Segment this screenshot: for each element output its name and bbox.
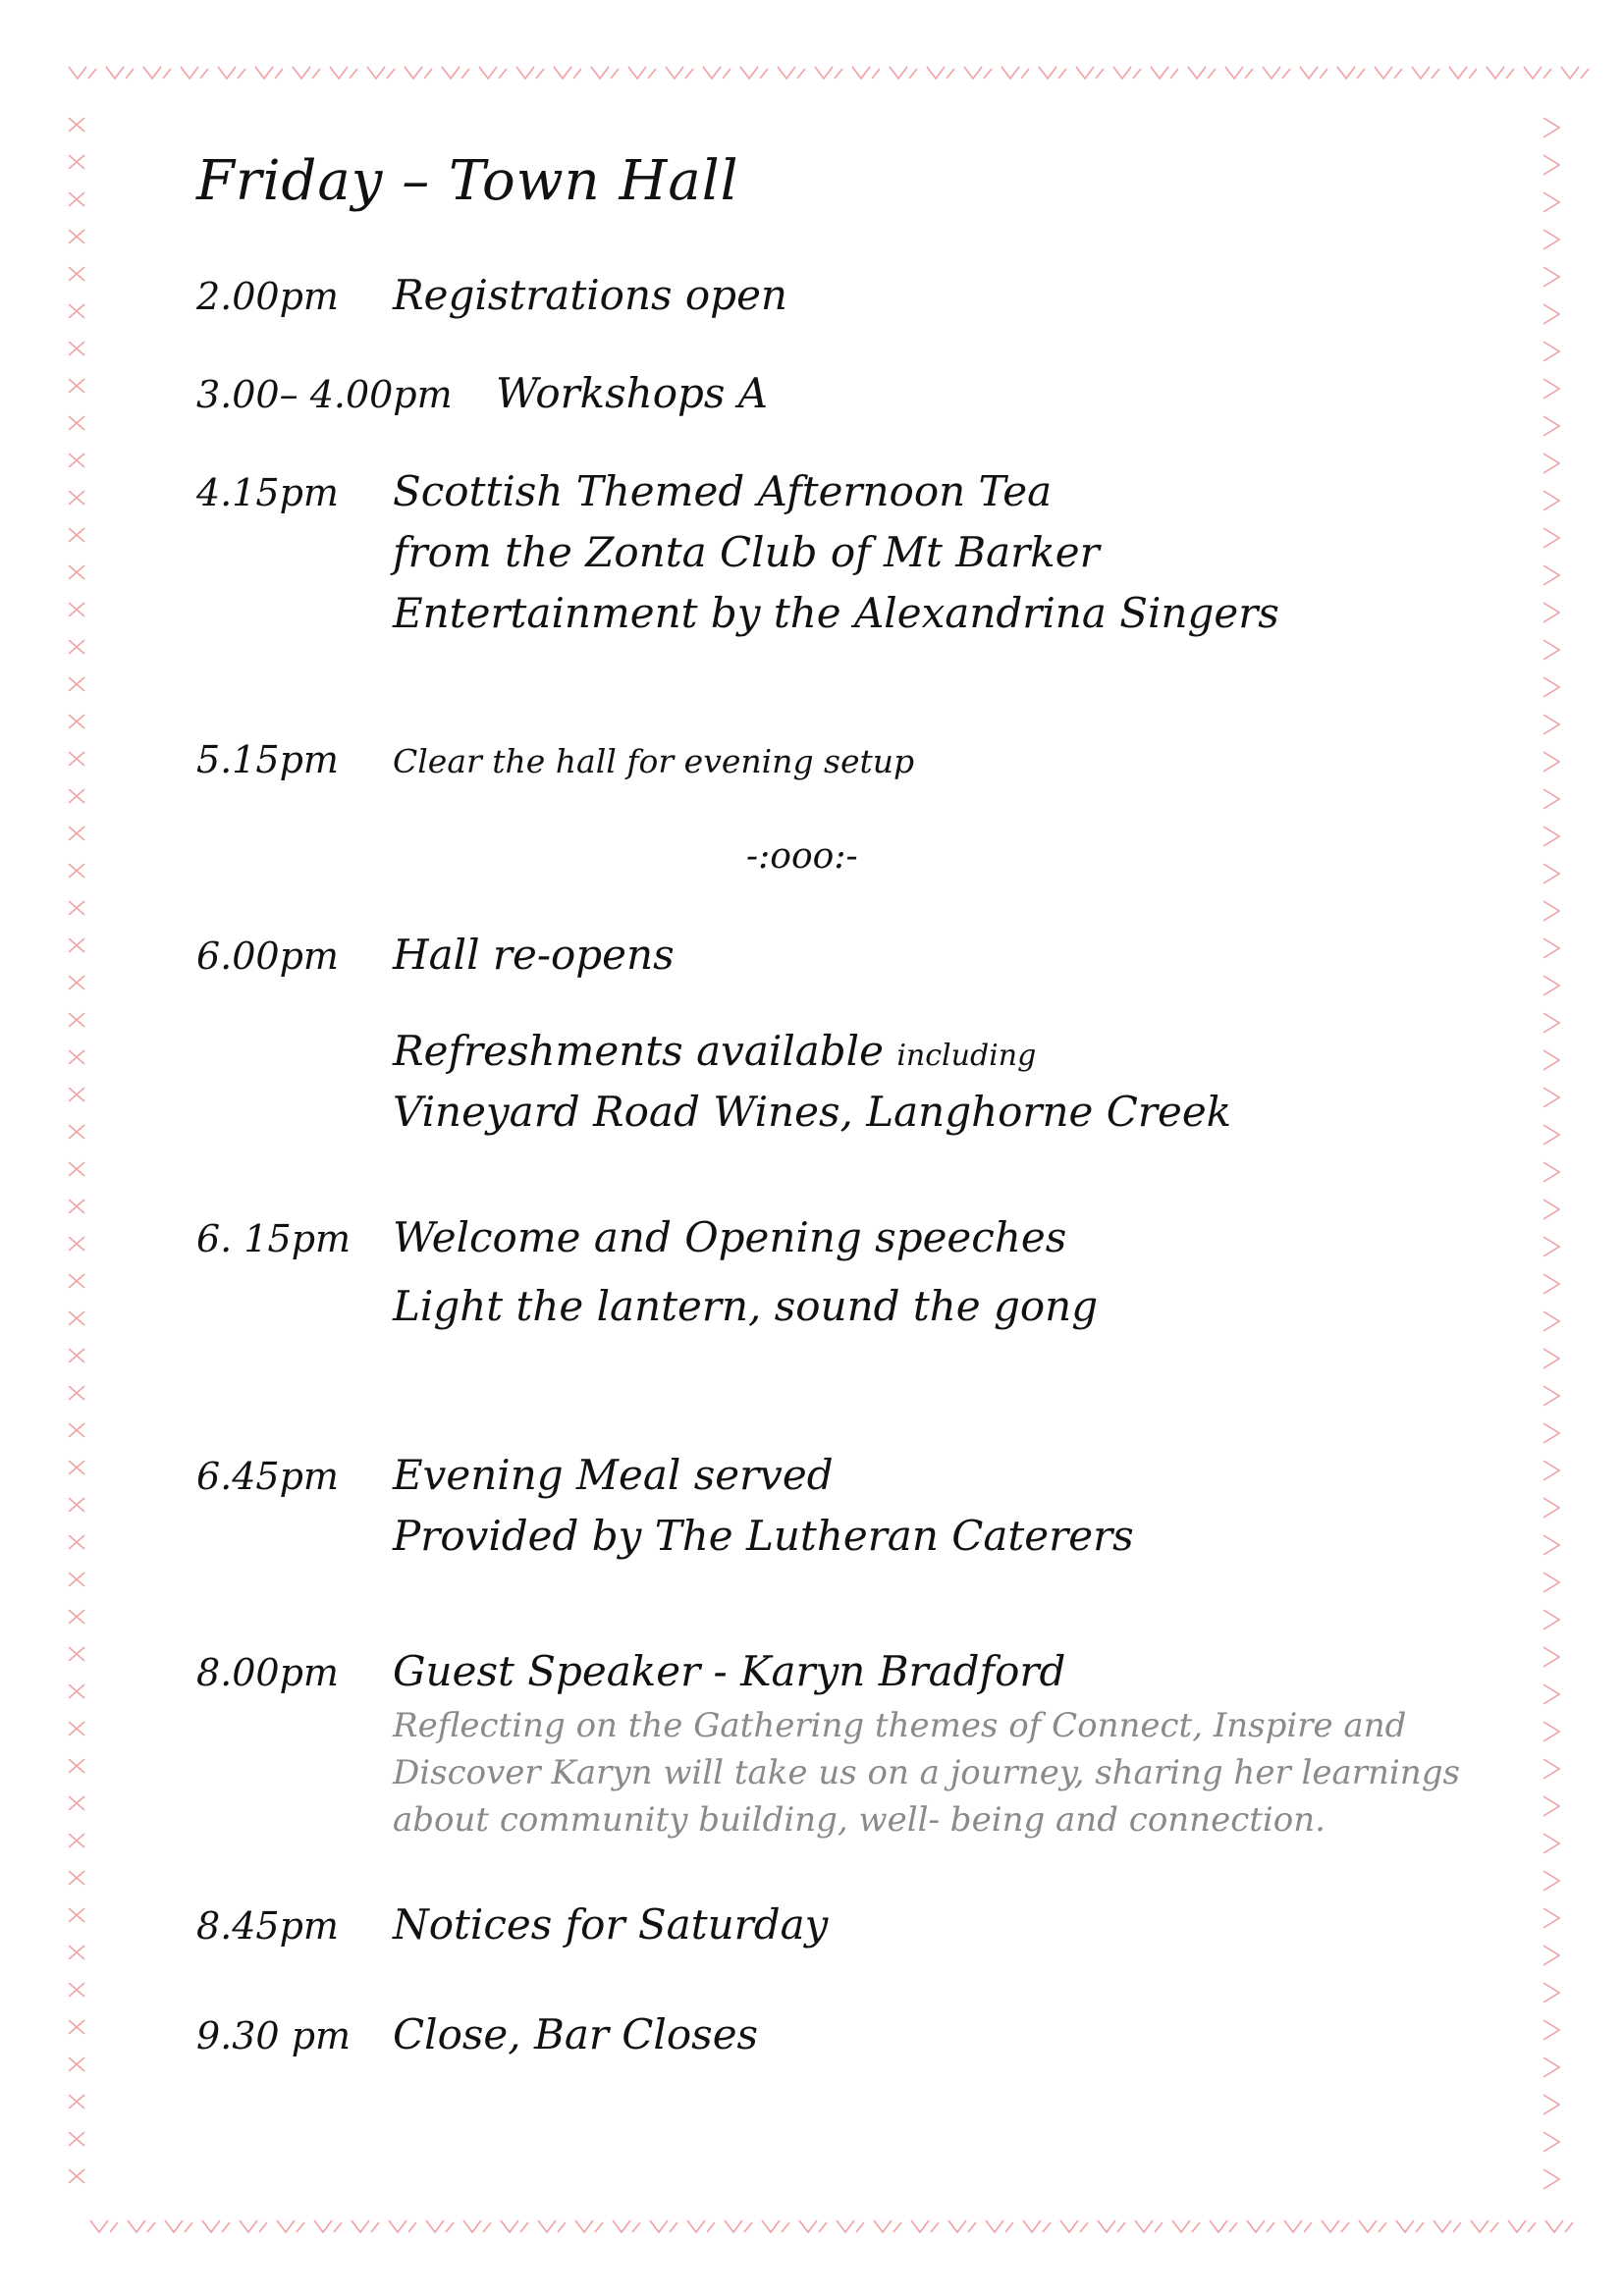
schedule-line: Registrations open [393,271,787,319]
schedule-line: Guest Speaker - Karyn Bradford [393,1647,1066,1695]
schedule-time: 6.00pm [196,934,339,978]
schedule-line: Scottish Themed Afternoon Tea [393,467,1053,515]
page-title: Friday – Town Hall [196,149,739,213]
schedule-line: from the Zonta Club of Mt Barker [393,528,1100,576]
schedule-line: Provided by The Lutheran Caterers [393,1512,1134,1560]
schedule-time: 2.00pm [196,275,339,318]
schedule-line: Close, Bar Closes [393,2010,759,2058]
refreshments-main: Refreshments available [393,1027,884,1075]
schedule-line: Entertainment by the Alexandrina Singers [393,589,1279,637]
schedule-time: 8.00pm [196,1651,339,1694]
schedule-time: 9.30 pm [196,2014,352,2057]
schedule-time: 6. 15pm [196,1217,352,1260]
schedule-line: Notices for Saturday [393,1900,829,1949]
speaker-description: Discover Karyn will take us on a journey, sharing her learnings [393,1753,1460,1792]
speaker-description: about community building, well- being and connection. [393,1800,1325,1840]
schedule-line: Hall re-opens [393,931,675,979]
schedule-line: Light the lantern, sound the gong [393,1282,1099,1330]
schedule-line: Evening Meal served [393,1451,834,1499]
schedule-time: 8.45pm [196,1904,339,1948]
section-divider: -:ooo:- [746,836,858,877]
schedule-time: 6.45pm [196,1455,339,1498]
refreshments-line [393,1027,1036,1075]
schedule-line: Clear the hall for evening setup [393,742,915,780]
schedule-time: 3.00– 4.00pm [196,373,453,416]
refreshments-including: including [896,1039,1037,1073]
schedule-line: Workshops A [496,369,769,417]
schedule-time: 5.15pm [196,738,339,781]
refreshments-wines: Vineyard Road Wines, Langhorne Creek [393,1088,1232,1136]
schedule-time: 4.15pm [196,471,339,514]
speaker-description: Reflecting on the Gathering themes of Connect, Inspire and [393,1706,1407,1745]
schedule-line: Welcome and Opening speeches [393,1213,1067,1261]
